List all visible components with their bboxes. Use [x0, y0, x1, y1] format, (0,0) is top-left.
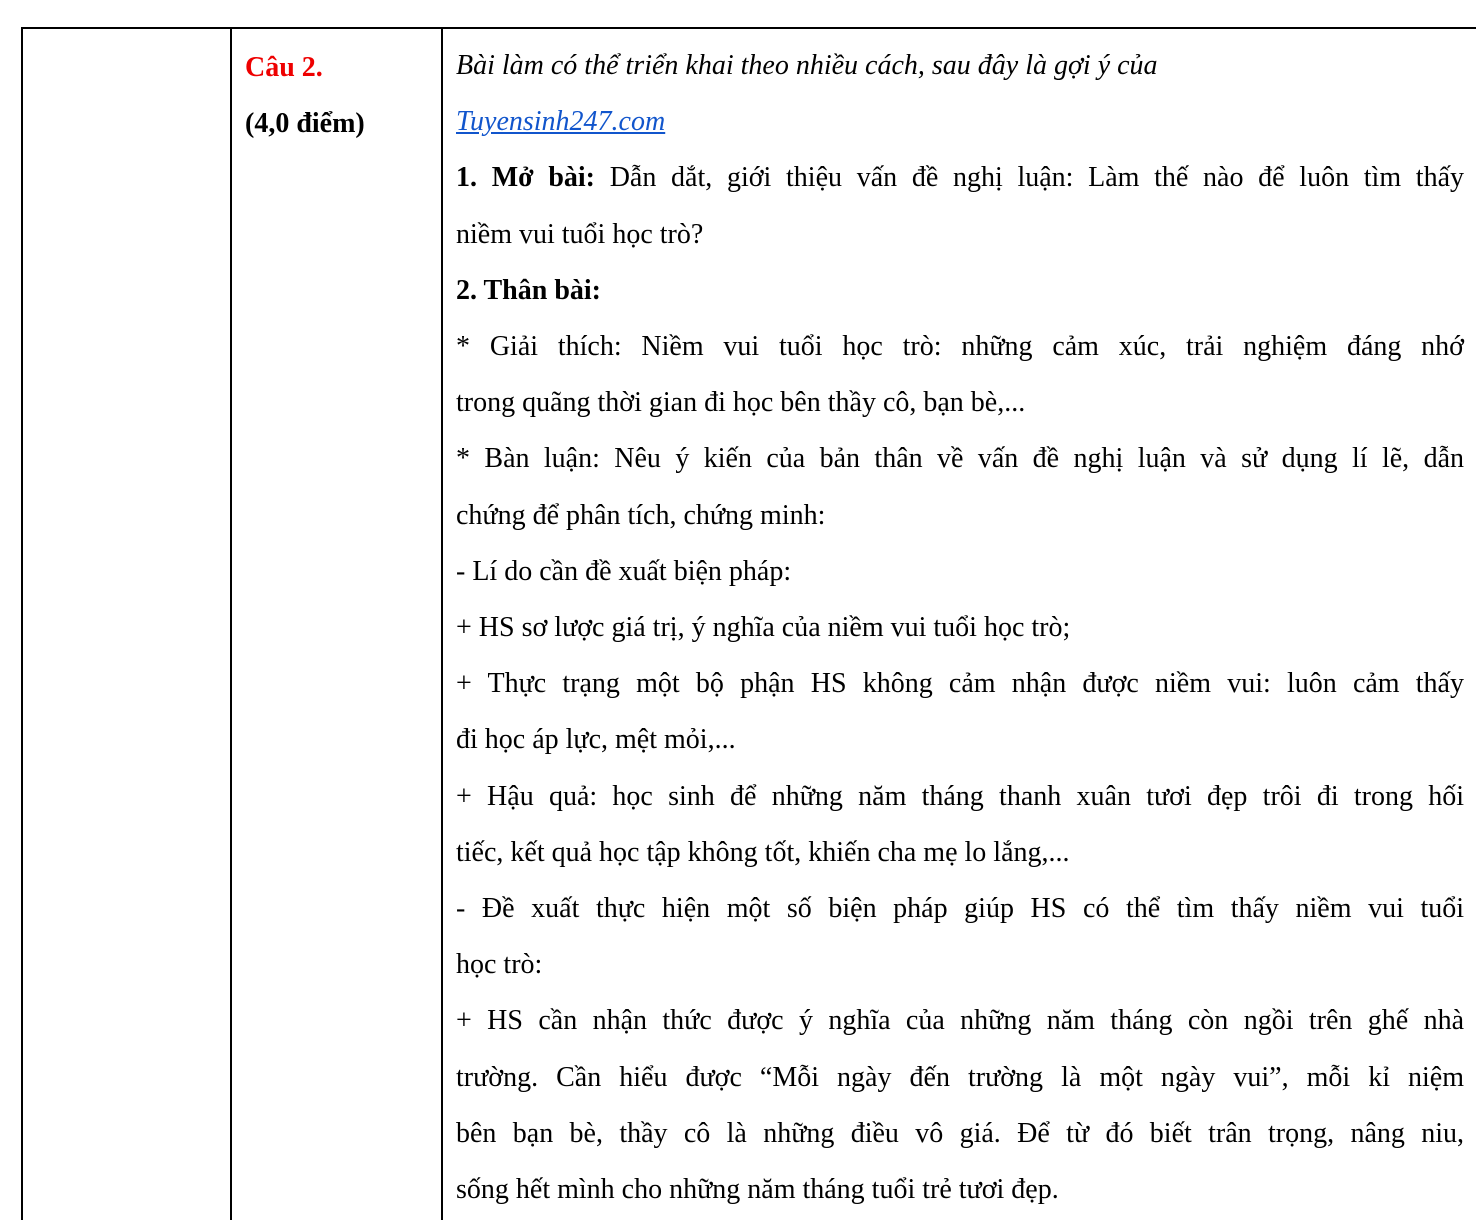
- reason-2-line-1: + Thực trạng một bộ phận HS không cảm nhận được niềm vui: luôn cảm thấy: [456, 668, 1464, 700]
- column-divider-2: [441, 27, 443, 1220]
- table-top-border: [21, 27, 1476, 29]
- open-paragraph: [456, 150, 1464, 206]
- discuss-line-2: chứng để phân tích, chứng minh:: [456, 499, 826, 531]
- reason-1: + HS sơ lược giá trị, ý nghĩa của niềm vui tuổi học trò;: [456, 612, 1071, 644]
- reason-3-line-1: + Hậu quả: học sinh để những năm tháng thanh xuân tươi đẹp trôi đi trong hối: [456, 780, 1464, 812]
- column-divider-1: [230, 27, 232, 1220]
- intro-text: Bài làm có thể triển khai theo nhiều cách, sau đây là gợi ý của: [456, 50, 1158, 81]
- question-cell: [245, 40, 435, 152]
- reason-3-line-2: tiếc, kết quả học tập không tốt, khiến cha mẹ lo lắng,...: [456, 836, 1070, 868]
- table-left-border: [21, 27, 23, 1220]
- solution-heading-line-2: học trò:: [456, 949, 543, 981]
- discuss-line-1: * Bàn luận: Nêu ý kiến của bản thân về vấn đề nghị luận và sử dụng lí lẽ, dẫn: [456, 443, 1464, 475]
- open-text-cont: niềm vui tuổi học trò?: [456, 218, 704, 250]
- solution-1-line-3: bên bạn bè, thầy cô là những điều vô giá. Để từ đó biết trân trọng, nâng niu,: [456, 1117, 1464, 1149]
- source-link[interactable]: Tuyensinh247.com: [456, 106, 666, 138]
- reason-heading: - Lí do cần đề xuất biện pháp:: [456, 555, 792, 587]
- question-points: (4,0 điểm): [245, 108, 365, 139]
- solution-heading-line-1: - Đề xuất thực hiện một số biện pháp giúp HS có thể tìm thấy niềm vui tuổi: [456, 893, 1464, 925]
- solution-1-line-4: sống hết mình cho những năm tháng tuổi trẻ tươi đẹp.: [456, 1174, 1059, 1206]
- solution-1-line-2: trường. Cần hiểu được “Mỗi ngày đến trường là một ngày vui”, mỗi kỉ niệm: [456, 1061, 1464, 1093]
- explain-line-2: trong quãng thời gian đi học bên thầy cô, bạn bè,...: [456, 387, 1026, 419]
- body-heading: 2. Thân bài:: [456, 274, 601, 306]
- solution-1-line-1: + HS cần nhận thức được ý nghĩa của những năm tháng còn ngồi trên ghế nhà: [456, 1005, 1464, 1037]
- answer-cell: [456, 38, 1464, 1218]
- reason-2-line-2: đi học áp lực, mệt mỏi,...: [456, 724, 736, 756]
- explain-line-1: * Giải thích: Niềm vui tuổi học trò: những cảm xúc, trải nghiệm đáng nhớ: [456, 331, 1464, 363]
- open-heading: 1. Mở bài:: [456, 162, 596, 194]
- open-text: Dẫn dắt, giới thiệu vấn đề nghị luận: Làm thế nào để luôn tìm thấy: [595, 162, 1465, 194]
- question-label: Câu 2.: [245, 52, 323, 83]
